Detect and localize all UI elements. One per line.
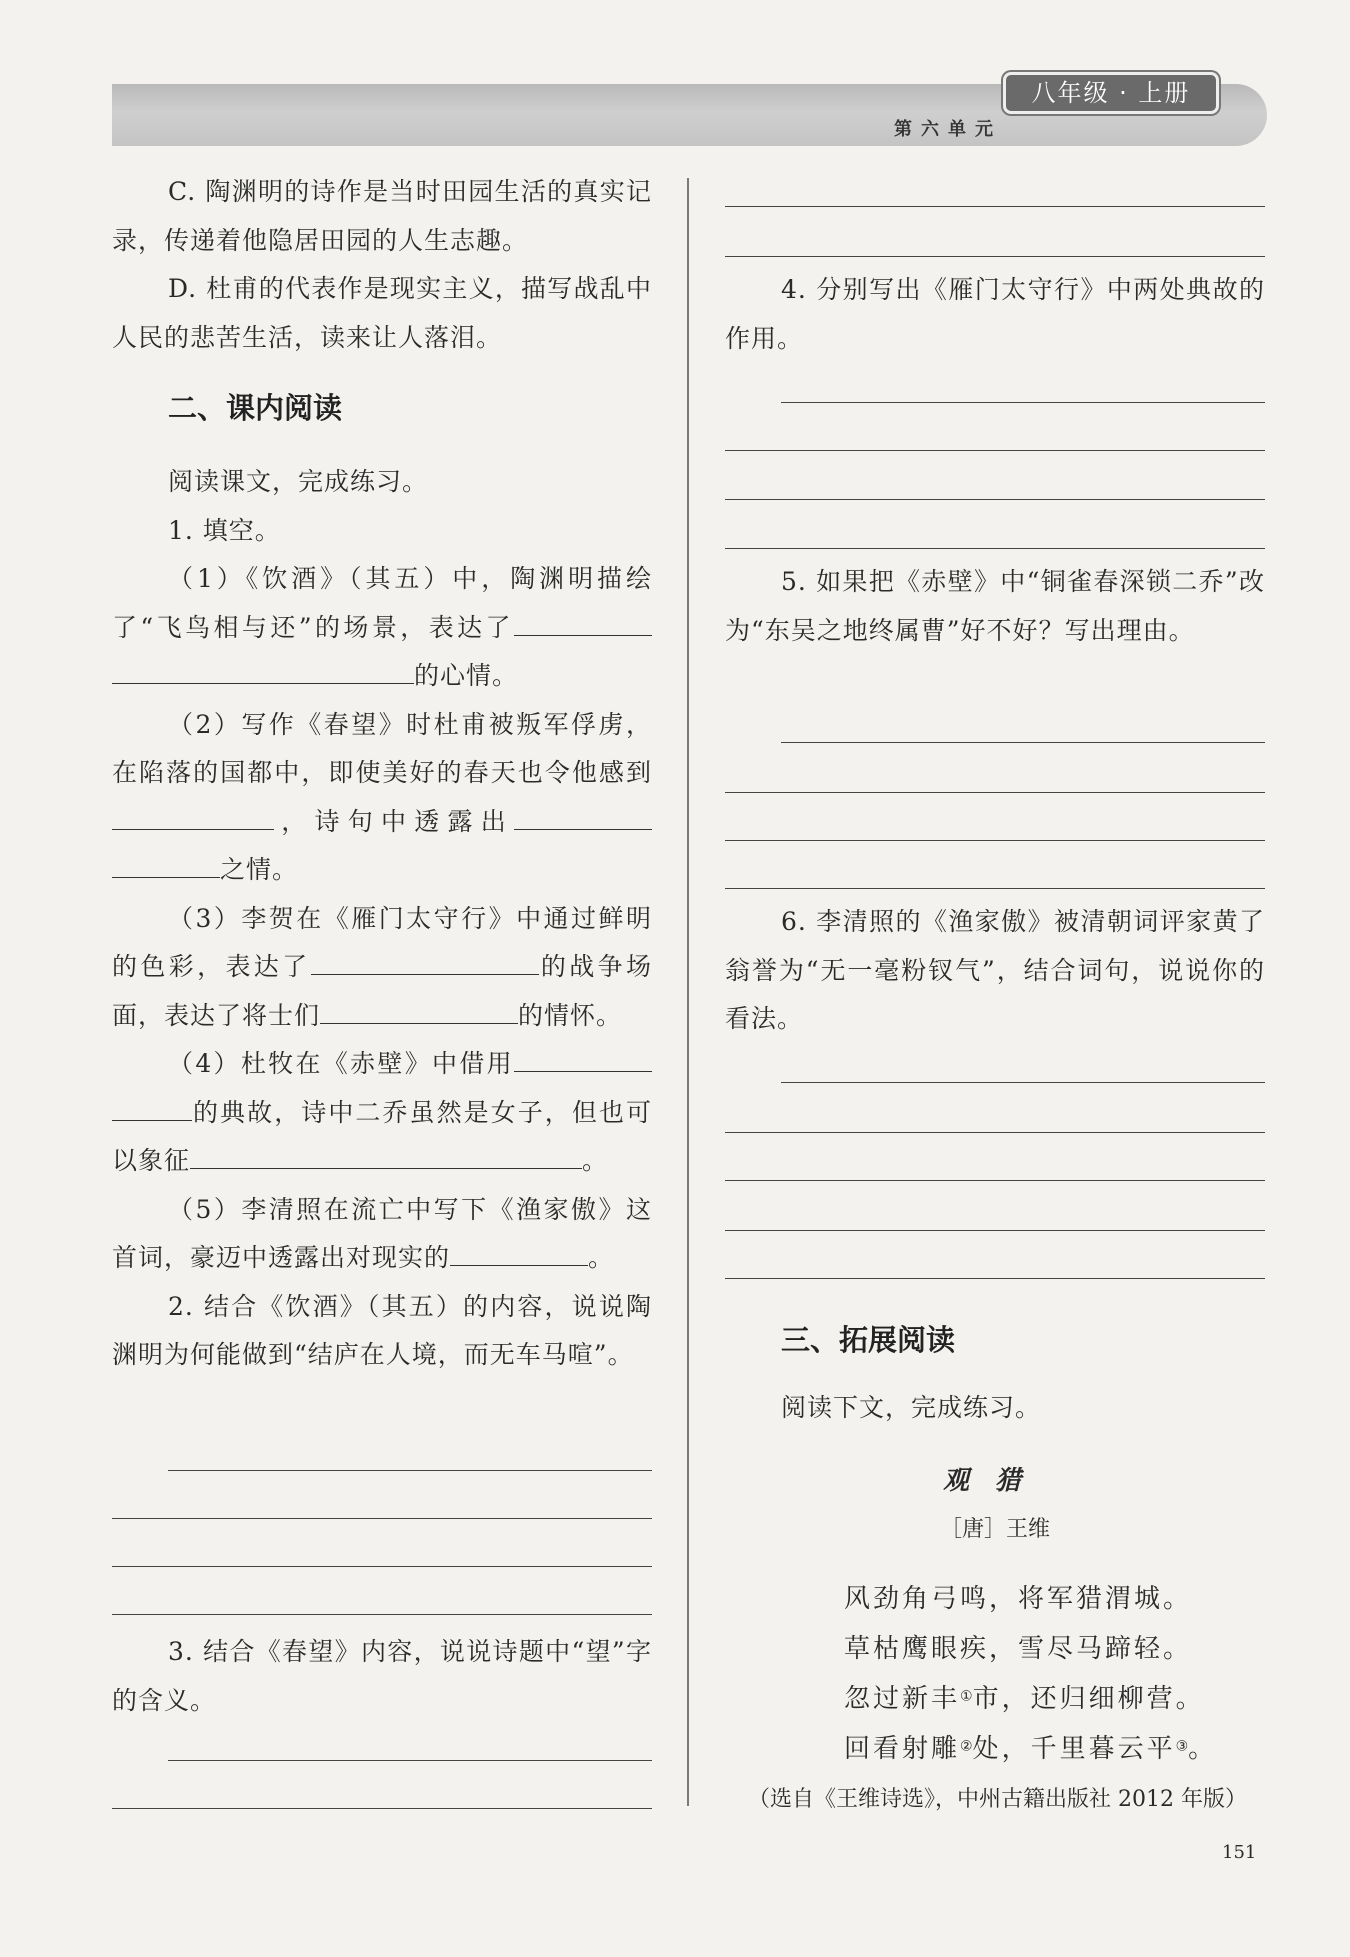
q1-2-text-b: ，诗句中透露出 [274, 806, 514, 836]
answer-line[interactable] [725, 1180, 1265, 1181]
fill-blank[interactable] [514, 1041, 652, 1072]
question-1-5 [112, 1186, 652, 1283]
fill-blank[interactable] [112, 1090, 192, 1121]
question-6: 6. 李清照的《渔家傲》被清朝词评家黄了翁誉为“无一毫粉钗气”，结合词句，说说你的看法。 [725, 907, 1265, 1033]
poem-title-wrap [725, 1460, 1265, 1497]
fill-blank[interactable] [112, 799, 274, 830]
answer-line[interactable] [112, 1566, 652, 1567]
section3-instruction-wrap [725, 1384, 1265, 1433]
poem-title: 观猎 [942, 1466, 1047, 1496]
answer-line[interactable] [725, 840, 1265, 841]
answer-line[interactable] [725, 206, 1265, 207]
section3-instruction: 阅读下文，完成练习。 [781, 1393, 1042, 1422]
poem-line-text: 忽过新丰 [844, 1684, 961, 1714]
answer-line[interactable] [168, 1470, 652, 1471]
poem-line-text: 草枯鹰眼疾，雪尽马蹄轻。 [844, 1634, 1193, 1664]
grade-badge: 八年级 · 上册 [1003, 72, 1219, 114]
fill-blank[interactable] [311, 944, 539, 975]
column-divider [687, 178, 689, 1806]
q1-5-text-a: （5）李清照在流亡中写下《渔家傲》这首词，豪迈中透露出对现实的 [112, 1194, 652, 1272]
poem-line-2 [844, 1628, 1192, 1665]
fill-blank[interactable] [450, 1235, 588, 1266]
fill-blank[interactable] [320, 993, 518, 1024]
question-1-1 [112, 555, 652, 701]
question-1-4 [112, 1040, 652, 1186]
q1-4-text-b: 的典故，诗中二乔虽然是女子，但也可以象征 [112, 1097, 652, 1175]
q1-5-text-b: 。 [588, 1243, 615, 1272]
unit-label: 第六单元 [894, 119, 1002, 140]
fill-blank[interactable] [514, 799, 652, 830]
question-3-wrap [112, 1628, 652, 1725]
q1-1-text-b: 的心情。 [414, 661, 519, 690]
poem-author: ［唐］王维 [939, 1517, 1050, 1542]
question-4: 4. 分别写出《雁门太守行》中两处典故的作用。 [725, 275, 1265, 353]
poem-line-text: 市，还归细柳营。 [972, 1684, 1205, 1714]
answer-line[interactable] [112, 1518, 652, 1519]
answer-line[interactable] [781, 402, 1265, 403]
answer-line[interactable] [781, 742, 1265, 743]
footnote-mark: ② [960, 1738, 973, 1755]
question-2: 2. 结合《饮酒》（其五）的内容，说说陶渊明为何能做到“结庐在人境，而无车马喧”。 [112, 1291, 652, 1369]
answer-line[interactable] [781, 1082, 1265, 1083]
option-c: C. 陶渊明的诗作是当时田园生活的真实记录，传递着他隐居田园的人生志趣。 [112, 177, 652, 255]
left-column [112, 168, 652, 362]
answer-line[interactable] [168, 1760, 652, 1761]
question-5-wrap [725, 558, 1265, 655]
poem-line-1 [844, 1578, 1192, 1615]
answer-line[interactable] [725, 1278, 1265, 1279]
answer-line[interactable] [112, 1808, 652, 1809]
answer-line[interactable] [725, 499, 1265, 500]
question-1-3 [112, 895, 652, 1041]
q1-3-text-a: （3）李贺在《雁门太守行》中通过鲜明的色彩，表达了 [112, 903, 652, 981]
q1-3-text-b: 的战争场面，表达了将士们 [112, 952, 652, 1030]
page-number: 151 [1222, 1842, 1257, 1863]
q1-1-text-a: （1）《饮酒》（其五）中，陶渊明描绘了“飞鸟相与还”的场景，表达了 [112, 564, 652, 642]
answer-line[interactable] [725, 1230, 1265, 1231]
option-d: D. 杜甫的代表作是现实主义，描写战乱中人民的悲苦生活，读来让人落泪。 [112, 274, 652, 352]
poem-line-text: 回看射雕 [844, 1734, 961, 1764]
q1-3-text-c: 的情怀。 [518, 1000, 623, 1030]
answer-line[interactable] [725, 548, 1265, 549]
poem-line-4 [844, 1728, 1217, 1765]
answer-line[interactable] [112, 1614, 652, 1615]
question-1: 1. 填空。 [168, 515, 281, 545]
question-3: 3. 结合《春望》内容，说说诗题中“望”字的含义。 [112, 1637, 652, 1715]
question-4-wrap [725, 266, 1265, 363]
answer-line[interactable] [725, 450, 1265, 451]
q1-4-text-c: 。 [582, 1146, 609, 1175]
q1-2-text-a: （2）写作《春望》时杜甫被叛军俘虏，在陷落的国都中，即使美好的春天也令他感到 [112, 709, 652, 787]
section3-title: 三、拓展阅读 [781, 1323, 956, 1357]
poem-line-3 [844, 1678, 1205, 1715]
poem-source: （选自《王维诗选》，中州古籍出版社 2012 年版） [748, 1787, 1247, 1812]
poem-line-text: 。 [1188, 1734, 1218, 1764]
poem-line-text: 风劲角弓鸣，将军猎渭城。 [844, 1584, 1193, 1614]
question-5: 5. 如果把《赤壁》中“铜雀春深锁二乔”改为“东吴之地终属曹”好不好？写出理由。 [725, 567, 1265, 645]
answer-line[interactable] [725, 256, 1265, 257]
poem-author-wrap [725, 1512, 1265, 1543]
left-questions [112, 458, 652, 1380]
q1-2-text-c: 之情。 [220, 855, 299, 884]
fill-blank[interactable] [190, 1138, 582, 1169]
answer-line[interactable] [725, 792, 1265, 793]
footnote-mark: ③ [1175, 1738, 1189, 1755]
fill-blank[interactable] [514, 605, 652, 636]
section3-heading-wrap [725, 1318, 1265, 1359]
question-6-wrap [725, 898, 1265, 1044]
answer-line[interactable] [725, 1132, 1265, 1133]
fill-blank[interactable] [112, 847, 220, 878]
footnote-mark: ① [960, 1688, 973, 1705]
answer-line[interactable] [725, 888, 1265, 889]
question-1-2 [112, 701, 652, 895]
q1-4-text-a: （4）杜牧在《赤壁》中借用 [168, 1049, 514, 1078]
poem-source-wrap [748, 1782, 1247, 1813]
section2-heading-wrap [112, 386, 652, 427]
instruction: 阅读课文，完成练习。 [168, 467, 429, 496]
section2-title: 二、课内阅读 [168, 391, 343, 425]
poem-line-text: 处，千里暮云平 [972, 1734, 1176, 1764]
fill-blank[interactable] [112, 653, 414, 684]
